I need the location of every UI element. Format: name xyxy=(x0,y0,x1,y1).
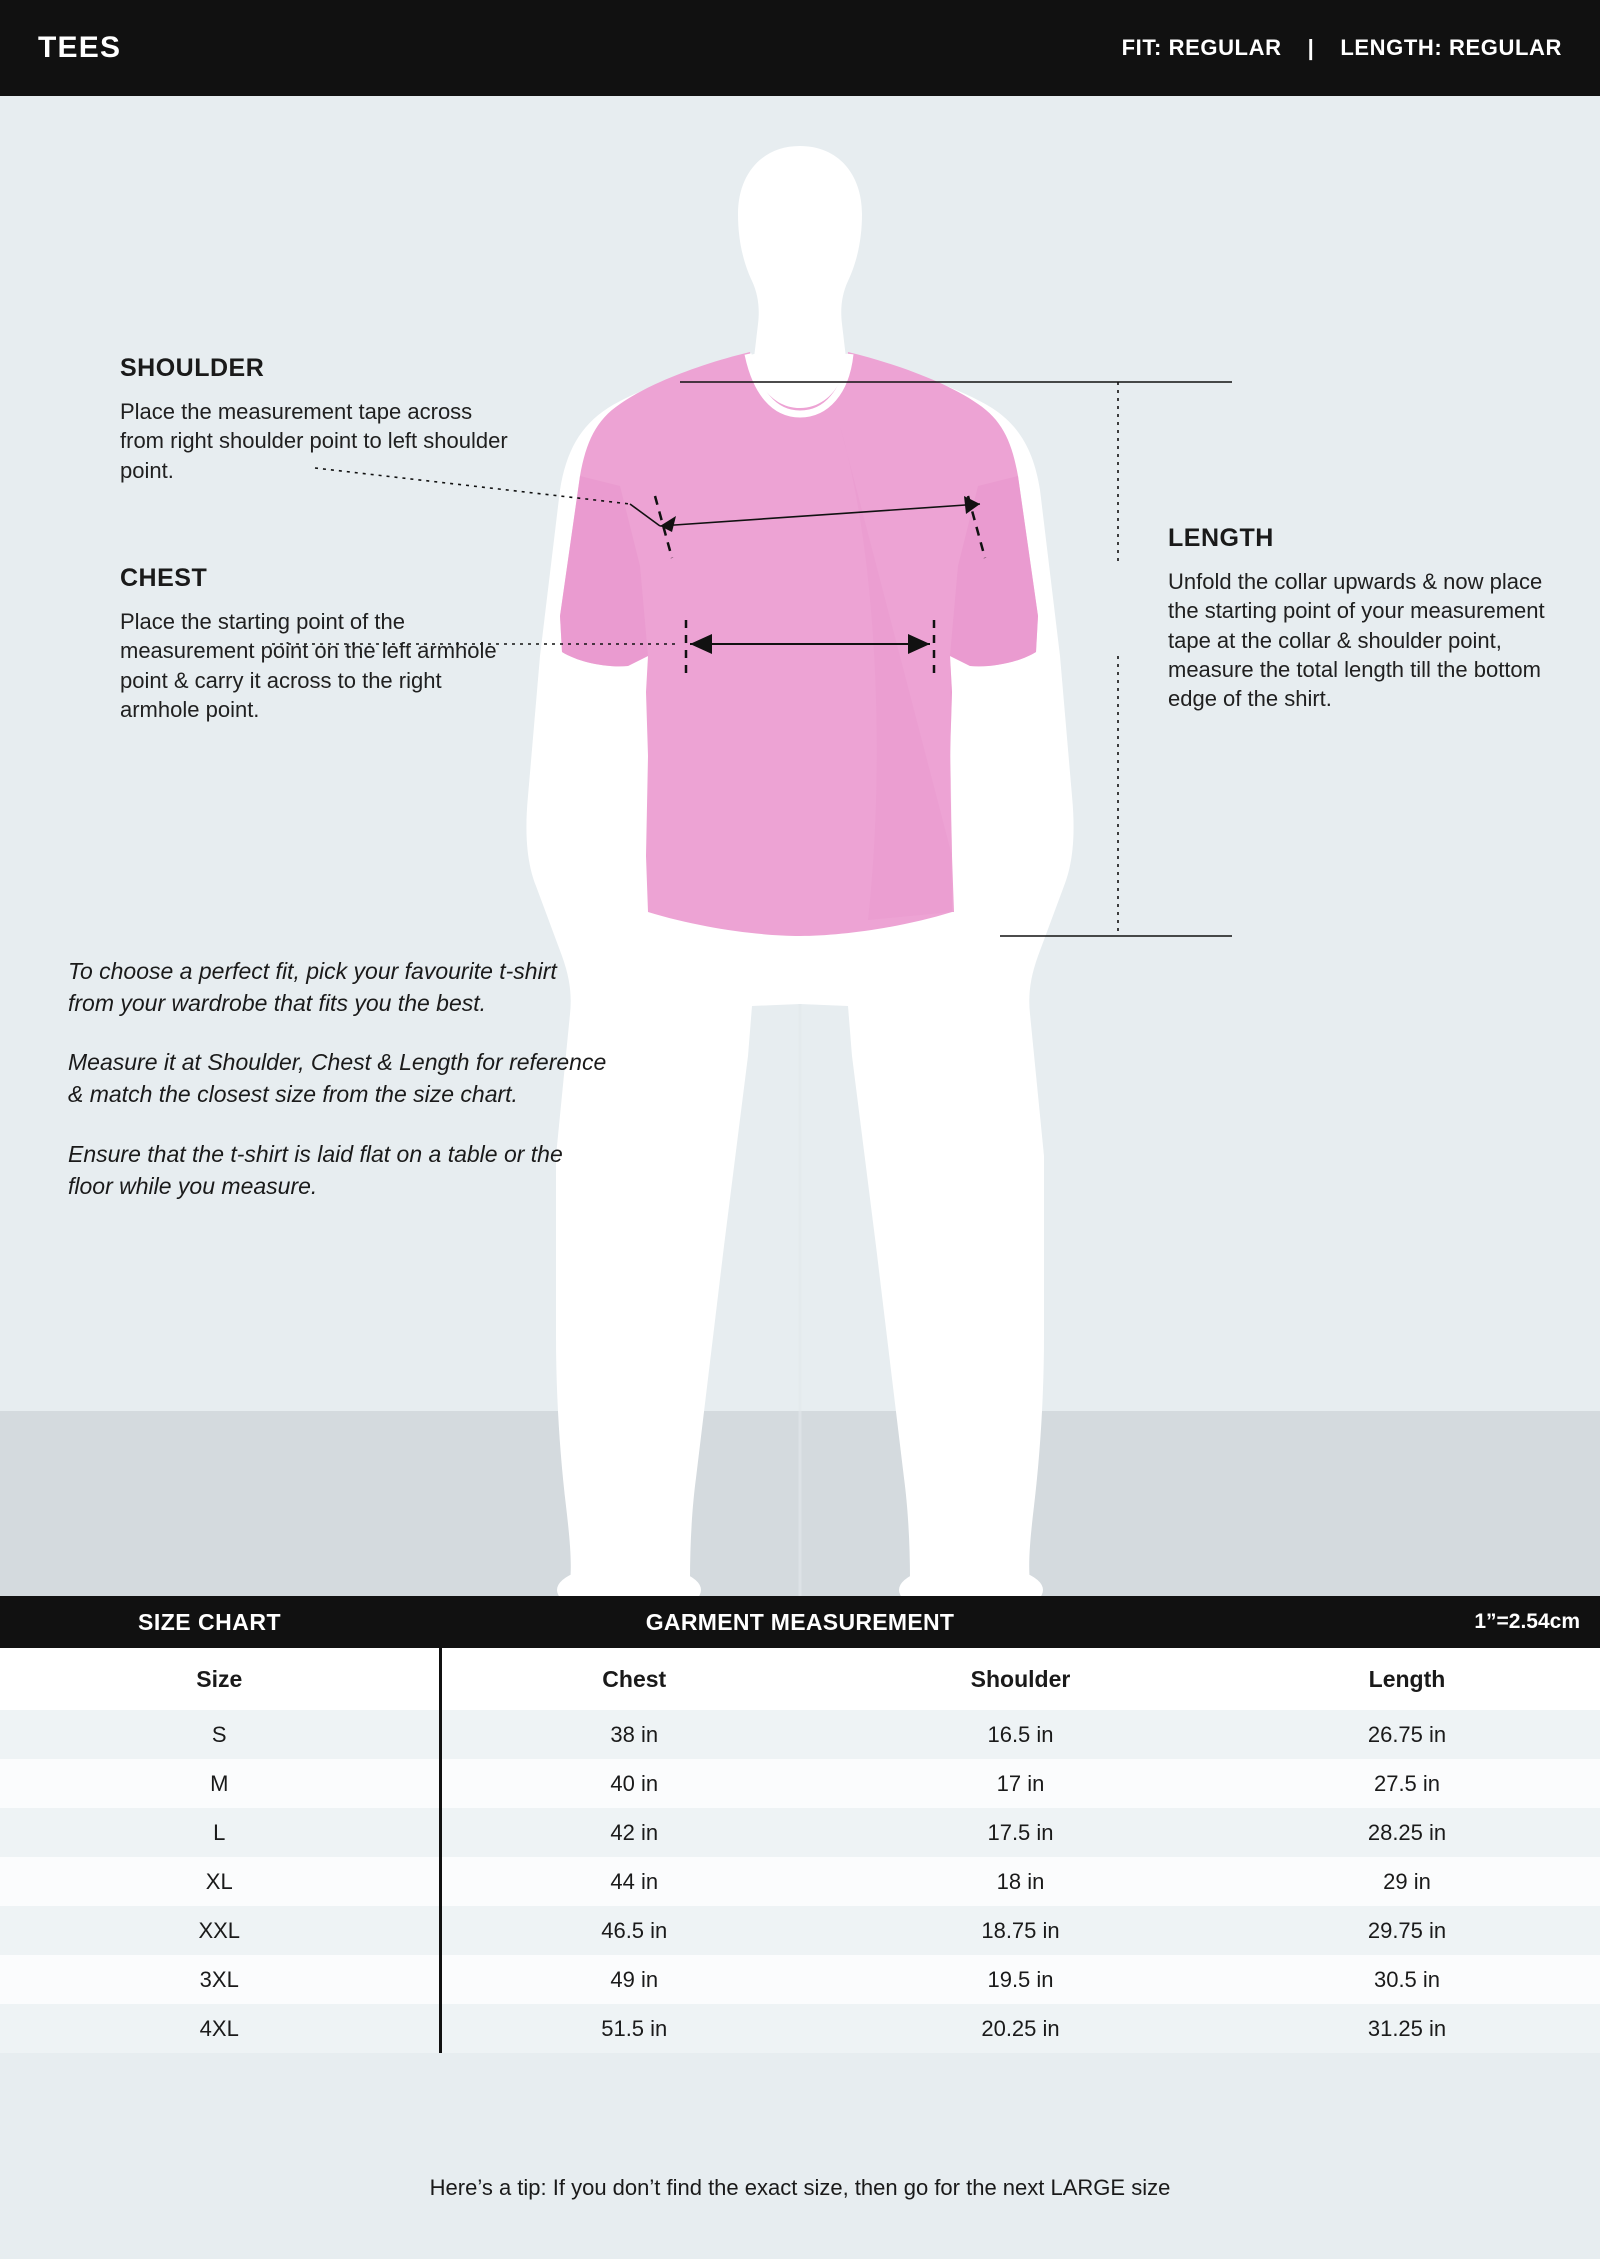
cell-chest: 49 in xyxy=(440,1955,827,2004)
table-row xyxy=(0,1857,1600,1906)
cell-shoulder: 16.5 in xyxy=(827,1710,1214,1759)
cell-chest: 40 in xyxy=(440,1759,827,1808)
cell-size: M xyxy=(0,1759,440,1808)
callout-length-text: Unfold the collar upwards & now place the starting point of your measurement tape at the collar & shoulder point, measure the total length till the bottom edge of the shirt. xyxy=(1168,569,1545,711)
callout-length-title: LENGTH xyxy=(1168,524,1274,552)
size-chart-section xyxy=(0,1596,1600,2053)
cell-length: 27.5 in xyxy=(1214,1759,1600,1808)
header-meta xyxy=(1122,35,1562,61)
callout-chest-text: Place the starting point of the measurement point on the left armhole point & carry it across to the right armhole point. xyxy=(120,609,497,722)
column-header-chest: Chest xyxy=(440,1648,827,1710)
cell-shoulder: 20.25 in xyxy=(827,2004,1214,2053)
cell-shoulder: 19.5 in xyxy=(827,1955,1214,2004)
table-header-row xyxy=(0,1648,1600,1710)
garment-measurement-label: GARMENT MEASUREMENT xyxy=(645,1608,955,1635)
table-row xyxy=(0,1759,1600,1808)
table-row xyxy=(0,1710,1600,1759)
cell-size: XXL xyxy=(0,1906,440,1955)
size-chart-header xyxy=(0,1596,1600,1648)
note-1: To choose a perfect fit, pick your favourite t-shirt from your wardrobe that fits you the best. xyxy=(68,958,557,1016)
size-tip: Here’s a tip: If you don’t find the exact size, then go for the next LARGE size xyxy=(429,2175,1171,2200)
cell-chest: 44 in xyxy=(440,1857,827,1906)
illustration-area xyxy=(0,96,1600,1596)
table-row xyxy=(0,1808,1600,1857)
cell-chest: 51.5 in xyxy=(440,2004,827,2053)
meta-separator: | xyxy=(1307,35,1315,60)
cell-shoulder: 17 in xyxy=(827,1759,1214,1808)
cell-shoulder: 18 in xyxy=(827,1857,1214,1906)
mannequin-illustration xyxy=(0,96,1600,1596)
note-3: Ensure that the t-shirt is laid flat on a table or the floor while you measure. xyxy=(68,1140,563,1199)
cell-length: 31.25 in xyxy=(1214,2004,1600,2053)
cell-size: L xyxy=(0,1808,440,1857)
column-header-size: Size xyxy=(0,1648,440,1710)
cell-length: 30.5 in xyxy=(1214,1955,1600,2004)
callout-chest xyxy=(120,564,520,724)
column-header-length: Length xyxy=(1214,1648,1600,1710)
callout-shoulder-text: Place the measurement tape across from right shoulder point to left shoulder point. xyxy=(120,399,508,483)
callout-length xyxy=(1168,524,1548,713)
callout-chest-title: CHEST xyxy=(120,564,208,592)
note-2: Measure it at Shoulder, Chest & Length for reference & match the closest size from the size chart. xyxy=(68,1049,607,1108)
callout-shoulder-title: SHOULDER xyxy=(120,354,265,382)
table-row xyxy=(0,2004,1600,2053)
cell-length: 29 in xyxy=(1214,1857,1600,1906)
cell-length: 26.75 in xyxy=(1214,1710,1600,1759)
cell-chest: 42 in xyxy=(440,1808,827,1857)
cell-size: 4XL xyxy=(0,2004,440,2053)
table-row xyxy=(0,1906,1600,1955)
fit-label: FIT: REGULAR xyxy=(1121,35,1282,60)
cell-shoulder: 17.5 in xyxy=(827,1808,1214,1857)
size-chart-table xyxy=(0,1648,1600,2053)
length-label: LENGTH: REGULAR xyxy=(1340,35,1562,60)
cell-chest: 38 in xyxy=(440,1710,827,1759)
header-bar xyxy=(0,0,1600,96)
cell-size: S xyxy=(0,1710,440,1759)
column-header-shoulder: Shoulder xyxy=(827,1648,1214,1710)
cell-length: 28.25 in xyxy=(1214,1808,1600,1857)
cell-size: 3XL xyxy=(0,1955,440,2004)
cell-shoulder: 18.75 in xyxy=(827,1906,1214,1955)
size-chart-label: SIZE CHART xyxy=(138,1608,281,1635)
callout-shoulder xyxy=(120,354,520,485)
cell-chest: 46.5 in xyxy=(440,1906,827,1955)
cell-length: 29.75 in xyxy=(1214,1906,1600,1955)
unit-conversion-label: 1”=2.54cm xyxy=(1474,1610,1580,1633)
measuring-notes xyxy=(68,956,608,1230)
cell-size: XL xyxy=(0,1857,440,1906)
table-row xyxy=(0,1955,1600,2004)
page-title: TEES xyxy=(38,31,122,64)
